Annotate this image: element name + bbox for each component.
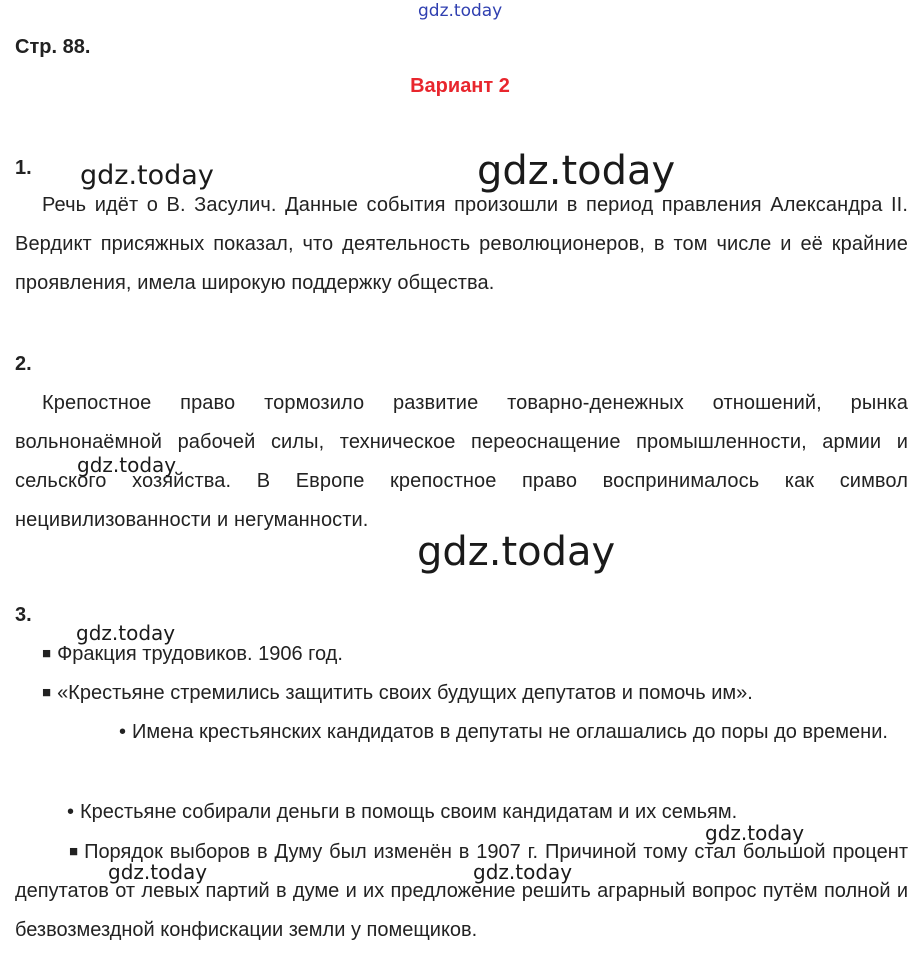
section-number-3: 3. [15,604,32,626]
section-2-text: Крепостное право тормозило развитие товарно-денежных отношений, рынка вольнонаёмной рабочей силы, техническое переоснащение промышленности, армии и сельского хозяйства. В Европе крепостное право воспринималось как символ нецивилизованности и негуманности. [15,392,908,531]
dot-bullet-icon: • [119,721,127,743]
sub-list-item [15,713,908,752]
section-number-1: 1. [15,157,32,179]
dot-bullet-icon: • [67,801,75,823]
section-1-text: Речь идёт о В. Засулич. Данные события произошли в период правления Александра II. Вердикт присяжных показал, что деятельность революционеров, в том числе и её крайние проявления, имела широкую поддержку общества. [15,194,908,294]
watermark: gdz.today [108,860,208,884]
list-item-text: Порядок выборов в Думу был изменён в 1907 г. Причиной тому стал большой процент депутатов от левых партий в думе и их предложение решить аграрный вопрос путём полной и безвозмездной конфискации земли у помещиков. [15,841,908,941]
square-bullet-icon: ■ [42,645,52,662]
watermark: gdz.today [77,453,177,477]
variant-title: Вариант 2 [410,75,510,97]
watermark: gdz.today [80,160,214,191]
square-bullet-icon: ■ [42,684,52,701]
page-label: Стр. 88. [15,36,91,58]
section-number-2: 2. [15,353,32,375]
watermark-top: gdz.today [418,1,503,21]
watermark: gdz.today [76,621,176,645]
list-item [15,832,908,950]
list-item [42,643,343,666]
watermark: gdz.today [477,148,676,194]
list-item-text: «Крестьяне стремились защитить своих будущих депутатов и помочь им». [57,682,753,704]
watermark: gdz.today [473,860,573,884]
sub-list-item-text: Крестьяне собирали деньги в помощь своим кандидатам и их семьям. [80,801,738,823]
square-bullet-icon: ■ [69,843,79,860]
watermark: gdz.today [705,821,805,845]
list-item-text: Фракция трудовиков. 1906 год. [57,643,343,665]
list-item [42,682,753,705]
sub-list-item [67,801,737,824]
sub-list-item-text: Имена крестьянских кандидатов в депутаты не оглашались до поры до времени. [132,721,888,743]
watermark: gdz.today [417,529,616,575]
